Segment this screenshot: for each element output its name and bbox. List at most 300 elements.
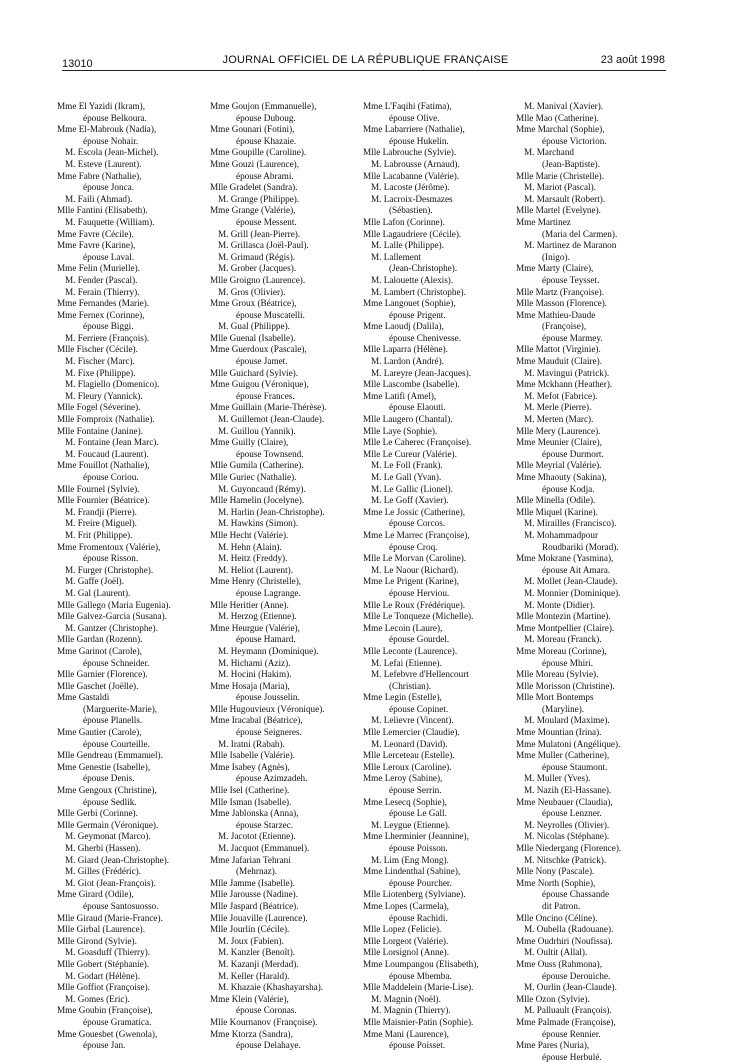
list-entry-line: épouse Jonca.: [83, 182, 135, 193]
list-entry-line: M. Ourlin (Jean-Claude).: [524, 982, 617, 993]
list-entry-line: Mme Ouss (Rahmona),: [516, 958, 602, 969]
list-entry-line: Mme Palmade (Françoise),: [516, 1016, 616, 1027]
list-entry-line: Mlle Martel (Evelyne).: [516, 205, 601, 216]
list-entry-line: épouse Chenivesse.: [389, 332, 461, 343]
list-entry-line: Mlle Garnier (Florence).: [57, 669, 148, 680]
list-entry-line: M. Nazih (El-Hassane).: [524, 785, 612, 796]
list-entry-line: Mme Klein (Valérie),: [210, 993, 289, 1004]
list-entry-line: Mme Pares (Nuria),: [516, 1040, 590, 1051]
list-entry-line: épouse Schneider.: [83, 657, 150, 668]
list-entry-line: Mme Fernex (Corinne),: [57, 309, 145, 320]
list-entry-line: épouse Staumont.: [542, 761, 608, 772]
list-entry-line: Mlle Le Cureur (Valérie).: [363, 448, 457, 459]
list-entry-line: Mlle Le Caherec (Françoise).: [363, 437, 472, 448]
list-entry-line: Mme Favre (Karine),: [57, 240, 136, 251]
list-entry-line: M. Fauquette (William).: [65, 216, 155, 227]
list-entry-line: M. Manival (Xavier).: [524, 101, 604, 111]
list-entry-line: épouse Marmey.: [542, 332, 603, 343]
list-entry-line: (Marguerite-Marie),: [83, 703, 158, 714]
list-entry-line: Mlle Gallego (Maria Eugenia).: [57, 599, 171, 610]
list-entry-line: Mme Le Marrec (Françoise),: [363, 529, 470, 540]
list-entry-line: M. Merle (Pierre).: [524, 402, 592, 413]
list-entry-line: épouse Delahaye.: [236, 1040, 301, 1051]
list-entry-line: M. Khazaie (Khashayarsha).: [218, 982, 324, 993]
list-entry-line: Mlle Minella (Odile).: [516, 495, 596, 506]
list-entry-line: M. Le Foll (Frank).: [371, 460, 443, 471]
list-entry-line: Mlle Montezin (Martine).: [516, 611, 611, 622]
list-entry-line: M. Lacroix-Desmazes: [371, 193, 453, 204]
list-entry-line: Mme Moreau (Corinne),: [516, 645, 607, 656]
list-entry-line: Mlle Lagaudriere (Cécile).: [363, 228, 462, 239]
list-entry-line: M. Joux (Fabien).: [218, 935, 284, 946]
list-entry-line: épouse Sedlik.: [83, 796, 137, 807]
list-entry-line: Mme Gengoux (Christine),: [57, 785, 157, 796]
list-entry-line: Mme Loumpangou (Elisabeth),: [363, 958, 479, 969]
list-entry-line: M. Moreau (Franck).: [524, 634, 602, 645]
list-entry-line: Mme Goujon (Emmanuelle),: [210, 101, 317, 111]
list-entry-line: Mme Gounari (Fotini),: [210, 124, 295, 135]
list-entry-line: épouse Pourcher.: [389, 877, 452, 888]
list-entry-line: Mme Mulatoni (Angélique).: [516, 738, 621, 749]
list-entry-line: Mlle Niedergang (Florence).: [516, 843, 622, 853]
list-entry-line: M. Faili (Ahmad).: [65, 193, 133, 204]
list-entry-line: Mme Fabre (Nathalie),: [57, 170, 142, 181]
list-entry-line: épouse Victorion.: [542, 135, 607, 146]
list-entry-line: Mme Mckhann (Heather).: [516, 379, 613, 390]
list-entry-line: Mme Lherminier (Jeannine),: [363, 831, 469, 842]
list-entry-line: (Inigo).: [542, 251, 570, 262]
list-entry-line: M. Gal (Laurent).: [65, 587, 131, 598]
list-entry-line: M. Goasduff (Thierry).: [65, 947, 151, 958]
list-entry-line: Mlle Masson (Florence).: [516, 298, 608, 309]
list-entry-line: Mlle Jourlin (Cécile).: [210, 924, 290, 935]
list-entry-line: Mlle Maddelein (Marie-Lise).: [363, 982, 474, 993]
list-entry-line: Mlle Gaschet (Joëlle).: [57, 680, 139, 691]
list-entry-line: M. Fleury (Yannick).: [65, 390, 143, 401]
list-entry-line: Mlle Hecht (Valérie).: [210, 529, 289, 540]
list-entry-line: M. Muller (Yves).: [524, 773, 591, 784]
list-entry-line: épouse Hamard.: [236, 634, 296, 645]
header-rule: [62, 70, 666, 71]
list-entry-line: M. Martinez de Maranon: [524, 240, 617, 251]
list-entry-line: Mlle Goffiot (Françoise).: [57, 982, 150, 993]
list-entry-line: M. Frandji (Pierre).: [65, 506, 137, 517]
list-entry-line: M. Guyoncaud (Rémy).: [218, 483, 306, 494]
list-entry-line: M. Mavingui (Patrick).: [524, 367, 610, 378]
list-entry-line: M. Lacoste (Jérôme).: [371, 182, 450, 193]
column-4: [516, 101, 664, 1063]
list-entry-line: M. Gilles (Frédéric).: [65, 866, 142, 877]
list-entry-line: Mme Neubauer (Claudia),: [516, 796, 613, 807]
list-entry-line: Mme Fernandes (Marie).: [57, 298, 150, 309]
list-entry-line: Mme Oudrhiri (Noufissa).: [516, 935, 613, 946]
list-entry-line: épouse Courteille.: [83, 738, 150, 749]
list-entry-line: Mlle Fogel (Séverine).: [57, 402, 141, 413]
list-entry-line: épouse Muscatelli.: [236, 309, 305, 320]
list-entry-line: Mlle Le Roux (Frédérique).: [363, 599, 466, 610]
list-entry-line: Mme Martinez: [516, 216, 571, 227]
list-entry-line: Mme Meunier (Claire),: [516, 437, 602, 448]
list-entry-line: Mme Lesecq (Sophie),: [363, 796, 447, 807]
list-entry-line: M. Lefai (Etienne).: [371, 657, 442, 668]
list-entry-line: M. Le Gallic (Lionel).: [371, 483, 453, 494]
list-entry-line: épouse Elaouti.: [389, 402, 446, 413]
list-entry-line: épouse Chassande: [542, 889, 610, 900]
list-entry-line: Mlle Le Tonqueze (Michelle).: [363, 611, 474, 622]
list-entry-line: Mlle Mattot (Virginie).: [516, 344, 601, 355]
list-entry-line: Mlle Gardan (Rozenn).: [57, 634, 143, 645]
list-entry-line: Mme Isabey (Agnès),: [210, 761, 290, 772]
list-entry-line: épouse Jamet.: [236, 356, 288, 367]
list-entry-line: Mlle Jaspard (Béatrice).: [210, 900, 299, 911]
list-entry-line: Mme Gouesbet (Gwenola),: [57, 1028, 158, 1039]
list-entry-line: M. Leonard (David).: [371, 738, 448, 749]
list-entry-line: Mlle Isabelle (Valérie).: [210, 750, 295, 761]
list-entry-line: Mlle Laparra (Hélène).: [363, 344, 448, 355]
list-entry-line: Mlle Nony (Pascale).: [516, 866, 595, 877]
list-entry-line: M. Herzog (Etienne).: [218, 611, 297, 622]
list-entry-line: M. Kanzler (Benoît).: [218, 947, 296, 958]
list-entry-line: Mme Gautier (Carole),: [57, 727, 142, 738]
list-entry-line: Mlle Lacabanne (Valérie).: [363, 170, 460, 181]
list-entry-line: épouse Khazaie.: [236, 135, 297, 146]
list-entry-line: Mlle Le Morvan (Caroline).: [363, 553, 467, 564]
list-entry-line: Mlle Lerceteau (Estelle).: [363, 750, 455, 761]
list-entry-line: Mme El Yazidi (Ikram),: [57, 101, 146, 111]
list-entry-line: M. Oubella (Radouane).: [524, 924, 614, 935]
list-entry-line: Mlle Marie (Christelle).: [516, 170, 605, 181]
list-entry-line: épouse Planells.: [83, 715, 143, 726]
list-entry-line: épouse Gourdel.: [389, 634, 450, 645]
list-entry-line: M. Jacotot (Etienne).: [218, 831, 296, 842]
journal-title: JOURNAL OFFICIEL DE LA RÉPUBLIQUE FRANÇAISE: [222, 54, 509, 66]
list-entry-line: Mlle Fontaine (Janine).: [57, 425, 143, 436]
list-entry-line: M. Harlin (Jean-Christophe).: [218, 506, 325, 517]
list-entry-line: Mme Marty (Claire),: [516, 263, 594, 274]
list-entry-line: M. Gantzer (Christophe).: [65, 622, 158, 633]
list-entry-line: (Christian).: [389, 680, 432, 691]
list-entry-line: M. Lim (Eng Mong).: [371, 854, 449, 865]
list-entry-line: M. Geymonat (Marco).: [65, 831, 151, 842]
list-entry-line: M. Heymann (Dominique).: [218, 645, 319, 656]
list-entry-line: Mlle Fantini (Elisabeth).: [57, 205, 148, 216]
list-entry-line: M. Monte (Didier).: [524, 599, 595, 610]
list-entry-line: épouse Rennier.: [542, 1028, 601, 1039]
list-entry-line: Mme Langouet (Sophie),: [363, 298, 456, 309]
list-entry-line: Mlle Hugouvieux (Véronique).: [210, 703, 325, 714]
list-entry-line: Mlle Hamelin (Jocelyne).: [210, 495, 305, 506]
list-entry-line: Mlle Miquel (Karine).: [516, 506, 598, 517]
list-entry-line: Mlle Jamme (Isabelle).: [210, 877, 295, 888]
list-entry-line: Mme Mathieu-Daude: [516, 309, 596, 320]
list-entry-line: M. Gaffe (Joël).: [65, 576, 125, 587]
list-entry-line: épouse Copinet.: [389, 703, 449, 714]
list-entry-line: M. Magnin (Thierry).: [371, 1005, 451, 1016]
list-entry-line: Mme Guillain (Marie-Thérèse).: [210, 402, 327, 413]
list-entry-line: Mlle Meyrial (Valérie).: [516, 460, 602, 471]
list-entry-line: M. Neyrolles (Olivier).: [524, 819, 610, 830]
list-entry-line: Mme L'Faqihi (Fatima),: [363, 101, 452, 111]
list-entry-line: épouse Mbemba.: [389, 970, 452, 981]
list-entry-line: M. Ferriere (François).: [65, 332, 150, 343]
list-entry-line: M. Freire (Miguel).: [65, 518, 137, 529]
list-entry-line: M. Giard (Jean-Christophe).: [65, 854, 170, 865]
list-entry-line: Mme Goupille (Caroline).: [210, 147, 307, 158]
list-entry-line: M. Godart (Hélène).: [65, 970, 141, 981]
list-entry-line: épouse Poisset.: [389, 1040, 446, 1051]
list-entry-line: Mlle Mao (Catherine).: [516, 112, 599, 123]
list-entry-line: Mme Henry (Christelle),: [210, 576, 302, 587]
list-entry-line: Mlle Lascombe (Isabelle).: [363, 379, 460, 390]
list-entry-line: Mme Montpellier (Claire).: [516, 622, 615, 633]
list-entry-line: M. Merten (Marc).: [524, 414, 594, 425]
list-entry-line: M. Gherbi (Hassen).: [65, 843, 141, 853]
list-entry-line: épouse Kodja.: [542, 483, 595, 494]
list-entry-line: Mlle Morisson (Christine).: [516, 680, 615, 691]
list-entry-line: M. Lambert (Christophe).: [371, 286, 466, 297]
list-entry-line: M. Labrousse (Arnaud).: [371, 158, 460, 169]
list-entry-line: épouse Derouiche.: [542, 970, 611, 981]
list-entry-line: épouse Serrin.: [389, 785, 442, 796]
list-entry-line: M. Fischer (Marc).: [65, 356, 135, 367]
list-entry-line: M. Guillemot (Jean-Claude).: [218, 414, 325, 425]
list-entry-line: épouse Corcos.: [389, 518, 446, 529]
list-entry-line: M. Hocini (Hakim).: [218, 669, 292, 680]
list-entry-line: épouse Coriou.: [83, 472, 139, 482]
list-entry-line: M. Escola (Jean-Michel).: [65, 147, 159, 158]
list-entry-line: épouse Croq.: [389, 541, 438, 552]
list-entry-line: épouse Belkoura.: [83, 112, 147, 123]
list-entry-line: épouse Lenzner.: [542, 808, 602, 819]
list-entry-line: Mlle Lorgeot (Valérie).: [363, 935, 449, 946]
column-3: [363, 101, 511, 1052]
list-entry-line: Mme Lopes (Carmela),: [363, 900, 449, 911]
list-entry-line: M. Flagiello (Domenico).: [65, 379, 160, 390]
list-entry-line: Mme Ktorza (Sandra),: [210, 1028, 293, 1039]
list-entry-line: M. Giot (Jean-François).: [65, 877, 156, 888]
list-entry-line: M. Marchand: [524, 147, 575, 158]
list-entry-line: Mlle Leroux (Caroline).: [363, 761, 452, 772]
list-entry-line: Mlle Giraud (Marie-France).: [57, 912, 163, 923]
list-entry-line: M. Kazanji (Merdad).: [218, 958, 299, 969]
list-entry-line: Mme Muller (Catherine),: [516, 750, 610, 761]
list-entry-line: Mlle Laye (Sophie).: [363, 425, 438, 436]
list-entry-line: Mlle Guriec (Nathalie).: [210, 472, 297, 482]
list-entry-line: Mlle Fournel (Sylvie).: [57, 483, 140, 494]
list-entry-line: épouse Duboug.: [236, 112, 296, 123]
list-entry-line: épouse Le Gall.: [389, 808, 447, 819]
list-entry-line: M. Marsault (Robert).: [524, 193, 606, 204]
list-entry-line: épouse Ait Amara.: [542, 564, 611, 575]
list-entry-line: Mlle Girbal (Laurence).: [57, 924, 146, 935]
list-entry-line: Mlle Moreau (Sylvie).: [516, 669, 599, 680]
list-entry-line: Mlle Lorsignol (Anne).: [363, 947, 449, 958]
list-entry-line: épouse Hukelin.: [389, 135, 449, 146]
list-entry-line: Mme Felin (Murielle).: [57, 263, 140, 274]
list-entry-line: épouse Frances.: [236, 390, 295, 401]
list-entry-line: épouse Lagrange.: [236, 587, 301, 598]
list-entry-line: Mlle Gerbi (Corinne).: [57, 808, 138, 819]
list-entry-line: M. Frit (Philippe).: [65, 529, 133, 540]
list-entry-line: Mme Fouillot (Nathalie),: [57, 460, 150, 471]
list-entry-line: M. Lalle (Philippe).: [371, 240, 444, 251]
list-entry-line: épouse Durmort.: [542, 448, 604, 459]
list-entry-line: Mlle Kournanov (Françoise).: [210, 1016, 318, 1027]
list-entry-line: M. Monnier (Dominique).: [524, 587, 621, 598]
list-entry-line: Mlle Lemercier (Claudie).: [363, 727, 460, 738]
list-entry-line: M. Fender (Pascal).: [65, 274, 138, 285]
list-entry-line: épouse Herbulé.: [542, 1051, 602, 1062]
list-entry-line: Mlle Isman (Isabelle).: [210, 796, 292, 807]
list-entry-line: Mme El-Mabrouk (Nadia),: [57, 124, 157, 135]
list-entry-line: M. Le Goff (Xavier).: [371, 495, 449, 506]
list-entry-line: Mme Garinot (Carole),: [57, 645, 142, 656]
list-entry-line: M. Fixe (Philippe).: [65, 367, 136, 378]
list-entry-line: Roudbariki (Morad).: [542, 541, 619, 552]
list-entry-line: M. Magnin (Noël).: [371, 993, 441, 1004]
list-entry-line: Mlle Groigno (Laurence).: [210, 274, 306, 285]
list-entry-line: M. Palluault (François).: [524, 1005, 612, 1016]
list-entry-line: M. Heitz (Freddy).: [218, 553, 288, 564]
list-entry-line: épouse Olive.: [389, 112, 440, 123]
list-entry-line: Mlle Gradelet (Sandra).: [210, 182, 298, 193]
list-entry-line: épouse Denis.: [83, 773, 135, 784]
list-entry-line: Mlle Labrouche (Sylvie).: [363, 147, 457, 158]
list-entry-line: M. Grill (Jean-Pierre).: [218, 228, 301, 239]
list-entry-line: épouse Jan.: [83, 1040, 126, 1051]
list-entry-line: épouse Santosuosso.: [83, 900, 159, 911]
list-entry-line: Mlle Heritier (Anne).: [210, 599, 289, 610]
list-entry-line: (Françoise),: [542, 321, 587, 332]
page-number: 13010: [62, 58, 93, 70]
list-entry-line: Mme Mauduit (Claire).: [516, 356, 602, 367]
list-entry-line: Mlle Lafon (Corinne).: [363, 216, 445, 227]
list-entry-line: M. Gual (Philippe).: [218, 321, 290, 332]
publication-date: 23 août 1998: [600, 54, 665, 66]
list-entry-line: Mme Favre (Cécile).: [57, 228, 134, 239]
list-entry-line: M. Moulard (Maxime).: [524, 715, 610, 726]
list-entry-line: M. Grange (Philippe).: [218, 193, 300, 204]
list-entry-line: Mlle Girond (Sylvie).: [57, 935, 137, 946]
list-entry-line: M. Lareyre (Jean-Jacques).: [371, 367, 471, 378]
list-entry-line: Mlle Mery (Laurence).: [516, 425, 601, 436]
list-entry-line: M. Guillou (Yannik).: [218, 425, 296, 436]
list-entry-line: M. Gros (Olivier).: [218, 286, 286, 297]
list-entry-line: Mlle Ozon (Sylvie).: [516, 993, 590, 1004]
list-entry-line: (Jean-Christophe).: [389, 263, 458, 274]
list-entry-line: épouse Teysset.: [542, 274, 600, 285]
list-entry-line: Mlle Jouaville (Laurence).: [210, 912, 308, 923]
list-entry-line: (Maria del Carmen).: [542, 228, 618, 239]
list-entry-line: Mme Gouzi (Laurence),: [210, 158, 300, 169]
list-entry-line: (Sébastien).: [389, 205, 433, 216]
list-entry-line: Mme Mountian (Irina).: [516, 727, 602, 738]
list-entry-line: M. Esteve (Laurent).: [65, 158, 142, 169]
list-entry-line: Mlle Guichard (Sylvie).: [210, 367, 299, 378]
list-entry-line: M. Mefot (Fabrice).: [524, 390, 598, 401]
list-entry-line: M. Mohammadpour: [524, 529, 599, 540]
list-entry-line: Mlle Maisnier-Patin (Sophie).: [363, 1016, 474, 1027]
list-entry-line: Mme Leroy (Sabine),: [363, 773, 443, 784]
list-entry-line: Mme Lecoin (Laure),: [363, 622, 443, 633]
list-entry-line: Mlle Liotenberg (Sylviane).: [363, 889, 466, 900]
list-entry-line: Mme Genestie (Isabelle),: [57, 761, 151, 772]
list-entry-line: Mme Hosaja (Maria),: [210, 680, 290, 691]
list-entry-line: M. Foucaud (Laurent).: [65, 448, 149, 459]
list-entry-line: Mme Goubin (Françoise),: [57, 1005, 153, 1016]
list-entry-line: Mlle Isel (Catherine).: [210, 785, 290, 796]
list-entry-line: Mlle Martz (Françoise).: [516, 286, 605, 297]
list-entry-line: épouse Nohair.: [83, 135, 139, 146]
list-entry-line: Mlle Jarousse (Nadine).: [210, 889, 299, 900]
list-entry-line: Mlle Guenal (Isabelle).: [210, 332, 296, 343]
list-entry-line: épouse Azimzadeh.: [236, 773, 308, 784]
column-1: [57, 101, 205, 1052]
list-entry-line: M. Nitschke (Patrick).: [524, 854, 607, 865]
page-header: [0, 0, 731, 72]
list-entry-line: (Mehrnaz).: [236, 866, 278, 877]
list-entry-line: Mme Mokrane (Yasmina),: [516, 553, 614, 564]
list-entry-line: épouse Biggi.: [83, 321, 134, 332]
column-2: [210, 101, 358, 1052]
list-entry-line: épouse Gramatica.: [83, 1016, 152, 1027]
list-entry-line: Mme Jablonska (Anna),: [210, 808, 299, 819]
list-entry-line: (Jean-Baptiste).: [542, 158, 600, 169]
list-entry-line: Mme Lindenthal (Sabine),: [363, 866, 461, 877]
list-entry-line: Mme Latifi (Amel),: [363, 390, 437, 401]
list-entry-line: M. Mariot (Pascal).: [524, 182, 596, 193]
list-entry-line: Mme Laoudj (Dalila),: [363, 321, 444, 332]
list-entry-line: Mme Gastaldi: [57, 692, 110, 703]
list-entry-line: épouse Jousselin.: [236, 692, 300, 703]
list-entry-line: épouse Poisson.: [389, 843, 448, 853]
list-entry-line: M. Oultit (Allal).: [524, 947, 588, 958]
list-entry-line: M. Le Gall (Yvan).: [371, 472, 442, 482]
list-entry-line: Mlle Gobert (Stéphanie).: [57, 958, 150, 969]
list-entry-line: Mlle Fournier (Béatrice).: [57, 495, 150, 506]
list-entry-line: M. Grober (Jacques).: [218, 263, 297, 274]
list-entry-line: épouse Risson.: [83, 553, 139, 564]
list-entry-line: épouse Townsend.: [236, 448, 304, 459]
list-entry-line: Mlle Galvez-Garcia (Susana).: [57, 611, 167, 622]
list-entry-line: M. Gomes (Eric).: [65, 993, 130, 1004]
list-entry-line: Mme Groux (Béatrice),: [210, 298, 297, 309]
list-entry-line: M. Jacquot (Emmanuel).: [218, 843, 310, 853]
list-entry-line: Mlle Germain (Véronique).: [57, 819, 159, 830]
list-entry-line: M. Heliot (Laurent).: [218, 564, 294, 575]
list-entry-line: épouse Starzec.: [236, 819, 294, 830]
list-entry-line: épouse Abrami.: [236, 170, 294, 181]
list-entry-line: Mme Mani (Laurence),: [363, 1028, 449, 1039]
list-entry-line: M. Leygue (Etienne).: [371, 819, 451, 830]
list-entry-line: épouse Rachidi.: [389, 912, 448, 923]
list-entry-line: M. Furger (Christophe).: [65, 564, 154, 575]
list-entry-line: Mlle Laugero (Chantal).: [363, 414, 453, 425]
list-entry-line: Mme Le Jossic (Catherine),: [363, 506, 466, 517]
list-entry-line: M. Ferain (Thierry).: [65, 286, 140, 297]
list-entry-line: M. Grillasca (Joël-Paul).: [218, 240, 309, 251]
list-entry-line: M. Lardon (André).: [371, 356, 444, 367]
list-entry-line: Mme Guerdoux (Pascale),: [210, 344, 307, 355]
list-entry-line: M. Hehn (Alain).: [218, 541, 282, 552]
list-entry-line: Mme North (Sophie),: [516, 877, 596, 888]
list-entry-line: dit Patron.: [542, 900, 581, 911]
list-entry-line: M. Iratni (Rabah).: [218, 738, 285, 749]
list-entry-line: Mlle Leconte (Laurence).: [363, 645, 458, 656]
list-entry-line: Mme Marchal (Sophie),: [516, 124, 605, 135]
list-entry-line: épouse Prigent.: [389, 309, 446, 320]
list-entry-line: (Maryline).: [542, 703, 585, 714]
